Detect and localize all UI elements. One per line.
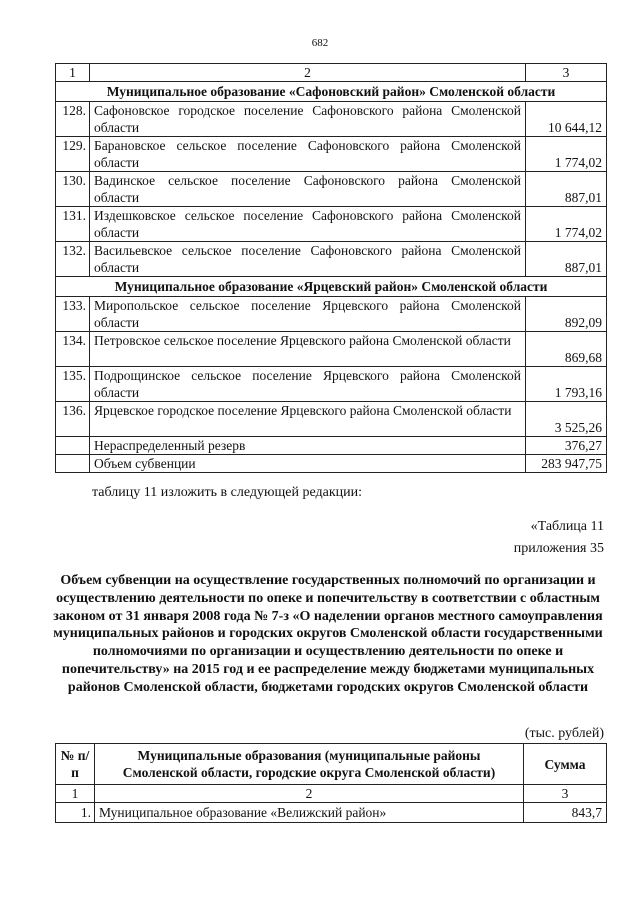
empty-cell [56,455,90,473]
header-cell: 3 [526,64,607,82]
row-name: Муниципальное образование «Велижский район» [95,803,524,823]
row-name: Васильевское сельское поселение Сафоновского района Смоленской области [90,242,526,277]
distribution-table [55,63,607,473]
row-number: 134. [56,332,90,367]
row-value: 1 774,02 [526,137,607,172]
page-number: 682 [311,37,329,49]
reserve-value: 376,27 [526,437,607,455]
table-row [56,332,607,367]
section-row [56,82,607,102]
row-name: Миропольское сельское поселение Ярцевского района Смоленской области [90,297,526,332]
index-cell: 3 [524,785,607,803]
table-row [56,102,607,137]
row-name: Подрощинское сельское поселение Ярцевского района Смоленской области [90,367,526,402]
header-sum: Сумма [524,744,607,785]
table-header-row [56,64,607,82]
header-cell: 1 [56,64,90,82]
section-row [56,277,607,297]
table-reference [514,516,604,560]
header-number: № п/п [56,744,95,785]
row-value: 843,7 [524,803,607,823]
row-name: Сафоновское городское поселение Сафоновского района Смоленской области [90,102,526,137]
instruction-text: таблицу 11 изложить в следующей редакции: [92,485,362,500]
table-reference-line: «Таблица 11 [530,519,604,534]
header-cell: 2 [90,64,526,82]
row-name: Ярцевское городское поселение Ярцевского района Смоленской области [90,402,526,437]
row-number: 132. [56,242,90,277]
units-label: (тыс. рублей) [524,726,604,741]
index-cell: 1 [56,785,95,803]
row-name: Вадинское сельское поселение Сафоновского района Смоленской области [90,172,526,207]
table-row [56,297,607,332]
table-row [56,137,607,172]
total-label: Объем субвенции [90,455,526,473]
column-index-row [56,785,607,803]
table-row [56,803,607,823]
reserve-row [56,437,607,455]
row-number: 130. [56,172,90,207]
row-number: 128. [56,102,90,137]
row-number: 133. [56,297,90,332]
table-reference-line: приложения 35 [513,541,604,556]
table-row [56,402,607,437]
row-number: 136. [56,402,90,437]
row-name: Барановское сельское поселение Сафоновского района Смоленской области [90,137,526,172]
row-value: 869,68 [526,332,607,367]
row-value: 887,01 [526,242,607,277]
total-row [56,455,607,473]
row-number: 135. [56,367,90,402]
row-value: 892,09 [526,297,607,332]
section-title: Муниципальное образование «Ярцевский район» Смоленской области [56,277,607,297]
empty-cell [56,437,90,455]
reserve-label: Нераспределенный резерв [90,437,526,455]
row-name: Издешковское сельское поселение Сафоновского района Смоленской области [90,207,526,242]
row-number: 129. [56,137,90,172]
table-row [56,207,607,242]
row-value: 1 793,16 [526,367,607,402]
total-value: 283 947,75 [526,455,607,473]
document-heading: Объем субвенции на осуществление государственных полномочий по организации и осуществлению деятельности по опеке и попечительству в соответствии с областным законом от 31 января 2008 года № 7-з «О наделении органов местного самоуправления муниципальных районов и городских округов Смоленской области государственными полномочиями по организации и осуществлению деятельности по опеке и попечительству» на 2015 год и ее распределение между бюджетами муниципальных районов Смоленской области, бюджетами городских округов Смоленской области [53,573,603,695]
row-value: 3 525,26 [526,402,607,437]
table-header-row [56,744,607,785]
row-number: 1. [56,803,95,823]
row-name: Петровское сельское поселение Ярцевского района Смоленской области [90,332,526,367]
table-row [56,172,607,207]
row-value: 10 644,12 [526,102,607,137]
section-title: Муниципальное образование «Сафоновский район» Смоленской области [56,82,607,102]
table-row [56,242,607,277]
row-number: 131. [56,207,90,242]
table-row [56,367,607,402]
row-value: 887,01 [526,172,607,207]
row-value: 1 774,02 [526,207,607,242]
index-cell: 2 [95,785,524,803]
header-municipality: Муниципальные образования (муниципальные районы Смоленской области, городские округа Смоленской области) [95,744,524,785]
subvention-table [55,743,607,823]
